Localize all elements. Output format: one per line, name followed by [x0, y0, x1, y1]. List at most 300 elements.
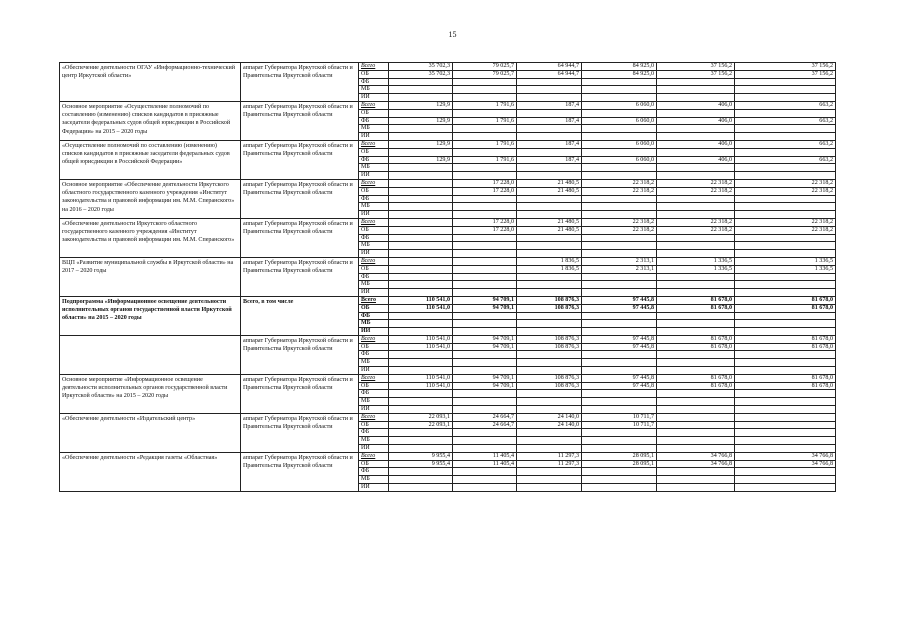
amount-cell: [517, 273, 582, 281]
amount-cell: 110 541,0: [389, 304, 453, 312]
amount-cell: 187,4: [517, 156, 582, 164]
amount-cell: [657, 484, 735, 492]
amount-cell: [453, 476, 517, 484]
amount-cell: [657, 398, 735, 406]
amount-cell: 22 093,1: [389, 421, 453, 429]
amount-cell: [389, 273, 453, 281]
amount-cell: [657, 437, 735, 445]
executor-name: аппарат Губернатора Иркутской области и Правительства Иркутской области: [241, 257, 359, 296]
amount-cell: 406,0: [657, 140, 735, 148]
amount-cell: 84 925,0: [582, 70, 657, 78]
amount-cell: 129,9: [389, 140, 453, 148]
amount-cell: [517, 164, 582, 172]
amount-cell: [735, 78, 836, 86]
amount-cell: [517, 312, 582, 320]
amount-cell: 28 095,1: [582, 460, 657, 468]
amount-cell: [517, 172, 582, 180]
amount-cell: [735, 273, 836, 281]
funding-source: Всего: [359, 218, 389, 226]
amount-cell: [657, 328, 735, 336]
amount-cell: [582, 211, 657, 219]
amount-cell: 81 678,0: [657, 343, 735, 351]
amount-cell: [517, 195, 582, 203]
amount-cell: [735, 437, 836, 445]
amount-cell: [389, 406, 453, 414]
amount-cell: 663,2: [735, 140, 836, 148]
funding-source: Всего: [359, 452, 389, 460]
amount-cell: 1 791,6: [453, 140, 517, 148]
amount-cell: 21 480,5: [517, 187, 582, 195]
amount-cell: [582, 203, 657, 211]
funding-source: МБ: [359, 86, 389, 94]
amount-cell: 22 318,2: [735, 179, 836, 187]
amount-cell: [517, 406, 582, 414]
amount-cell: [582, 78, 657, 86]
amount-cell: [453, 390, 517, 398]
amount-cell: 84 925,0: [582, 63, 657, 71]
funding-source: ИИ: [359, 328, 389, 336]
amount-cell: 34 766,8: [657, 452, 735, 460]
executor-name: аппарат Губернатора Иркутской области и Правительства Иркутской области: [241, 179, 359, 218]
amount-cell: 81 678,0: [657, 335, 735, 343]
amount-cell: 22 093,1: [389, 413, 453, 421]
amount-cell: 94 709,1: [453, 296, 517, 304]
amount-cell: 10 711,7: [582, 413, 657, 421]
amount-cell: [453, 437, 517, 445]
amount-cell: 663,2: [735, 156, 836, 164]
amount-cell: [453, 133, 517, 141]
amount-cell: [453, 281, 517, 289]
funding-source: Всего: [359, 413, 389, 421]
amount-cell: 22 318,2: [735, 226, 836, 234]
amount-cell: 81 678,0: [735, 296, 836, 304]
amount-cell: 129,9: [389, 117, 453, 125]
amount-cell: [657, 429, 735, 437]
amount-cell: 1 336,5: [657, 265, 735, 273]
amount-cell: 1 836,5: [517, 257, 582, 265]
amount-cell: [453, 406, 517, 414]
amount-cell: [389, 429, 453, 437]
amount-cell: [517, 125, 582, 133]
funding-source: ОБ: [359, 421, 389, 429]
amount-cell: [735, 86, 836, 94]
amount-cell: 34 766,8: [735, 452, 836, 460]
funding-source: ИИ: [359, 211, 389, 219]
amount-cell: [657, 273, 735, 281]
amount-cell: [582, 359, 657, 367]
amount-cell: [453, 257, 517, 265]
amount-cell: [735, 203, 836, 211]
funding-source: ФБ: [359, 156, 389, 164]
amount-cell: [389, 242, 453, 250]
amount-cell: [735, 164, 836, 172]
funding-source: Всего: [359, 335, 389, 343]
amount-cell: 108 876,3: [517, 296, 582, 304]
table-row: [60, 257, 836, 265]
table-row: [60, 335, 836, 343]
amount-cell: [582, 273, 657, 281]
amount-cell: 37 156,2: [735, 63, 836, 71]
amount-cell: [453, 273, 517, 281]
executor-name: аппарат Губернатора Иркутской области и Правительства Иркутской области: [241, 413, 359, 452]
amount-cell: [453, 109, 517, 117]
amount-cell: [453, 172, 517, 180]
amount-cell: [453, 164, 517, 172]
table-row: [60, 413, 836, 421]
amount-cell: 37 156,2: [657, 63, 735, 71]
amount-cell: 11 297,3: [517, 460, 582, 468]
amount-cell: [453, 86, 517, 94]
amount-cell: 81 678,0: [657, 382, 735, 390]
amount-cell: 110 541,0: [389, 382, 453, 390]
amount-cell: [389, 398, 453, 406]
amount-cell: [389, 250, 453, 258]
funding-source: ОБ: [359, 148, 389, 156]
amount-cell: [582, 164, 657, 172]
amount-cell: [657, 94, 735, 102]
amount-cell: 22 318,2: [582, 187, 657, 195]
amount-cell: [582, 250, 657, 258]
amount-cell: [657, 164, 735, 172]
amount-cell: [453, 125, 517, 133]
amount-cell: [735, 390, 836, 398]
amount-cell: 129,9: [389, 101, 453, 109]
amount-cell: 79 025,7: [453, 63, 517, 71]
funding-source: МБ: [359, 203, 389, 211]
amount-cell: [735, 148, 836, 156]
amount-cell: [735, 234, 836, 242]
page-number: 15: [448, 30, 457, 39]
amount-cell: 17 228,0: [453, 187, 517, 195]
amount-cell: [657, 312, 735, 320]
amount-cell: [582, 312, 657, 320]
amount-cell: [453, 203, 517, 211]
program-name: «Обеспечение деятельности Иркутского областного государственного казенного учреждения «Институт законодательства и правовой информации им. М.М. Сперанского»: [60, 218, 241, 257]
funding-source: ОБ: [359, 343, 389, 351]
amount-cell: [582, 86, 657, 94]
amount-cell: [389, 195, 453, 203]
amount-cell: [657, 203, 735, 211]
amount-cell: [657, 390, 735, 398]
amount-cell: 187,4: [517, 101, 582, 109]
amount-cell: [389, 390, 453, 398]
amount-cell: 64 944,7: [517, 70, 582, 78]
funding-source: ФБ: [359, 273, 389, 281]
amount-cell: [582, 133, 657, 141]
amount-cell: [657, 289, 735, 297]
funding-source: Всего: [359, 140, 389, 148]
amount-cell: [735, 172, 836, 180]
amount-cell: 34 766,8: [735, 460, 836, 468]
table-row: [60, 101, 836, 109]
amount-cell: [389, 234, 453, 242]
amount-cell: [453, 429, 517, 437]
funding-source: ИИ: [359, 250, 389, 258]
executor-name: аппарат Губернатора Иркутской области и Правительства Иркутской области: [241, 63, 359, 102]
amount-cell: 24 664,7: [453, 413, 517, 421]
amount-cell: 2 313,1: [582, 257, 657, 265]
amount-cell: [453, 195, 517, 203]
amount-cell: 81 678,0: [657, 374, 735, 382]
amount-cell: 81 678,0: [735, 343, 836, 351]
amount-cell: 22 318,2: [735, 187, 836, 195]
amount-cell: [517, 359, 582, 367]
amount-cell: [735, 359, 836, 367]
amount-cell: 1 791,6: [453, 156, 517, 164]
funding-source: МБ: [359, 476, 389, 484]
amount-cell: [735, 312, 836, 320]
amount-cell: [389, 476, 453, 484]
amount-cell: [517, 250, 582, 258]
amount-cell: [389, 468, 453, 476]
amount-cell: [657, 172, 735, 180]
funding-source: Всего: [359, 101, 389, 109]
budget-table: [59, 62, 836, 492]
amount-cell: 64 944,7: [517, 63, 582, 71]
amount-cell: [389, 94, 453, 102]
amount-cell: 110 541,0: [389, 296, 453, 304]
funding-source: ФБ: [359, 390, 389, 398]
program-name: Основное мероприятие «Осуществление полномочий по составлению (изменению) списков кандидатов в присяжные заседатели федеральных судов общей юрисдикции в Российской Федерации» на 2015 – 2020 годы: [60, 101, 241, 140]
amount-cell: 1 791,6: [453, 101, 517, 109]
amount-cell: 11 297,3: [517, 452, 582, 460]
amount-cell: [582, 109, 657, 117]
amount-cell: [389, 328, 453, 336]
program-name: Основное мероприятие «Информационное освещение деятельности исполнительных органов государственной власти Иркутской области» на 2015 – 2020 годы: [60, 374, 241, 413]
amount-cell: [389, 312, 453, 320]
amount-cell: 2 313,1: [582, 265, 657, 273]
amount-cell: [582, 94, 657, 102]
amount-cell: [389, 289, 453, 297]
amount-cell: [582, 320, 657, 328]
amount-cell: [735, 328, 836, 336]
funding-source: ОБ: [359, 109, 389, 117]
executor-name: Всего, в том числе: [241, 296, 359, 335]
amount-cell: 406,0: [657, 117, 735, 125]
amount-cell: [389, 257, 453, 265]
amount-cell: [735, 133, 836, 141]
amount-cell: 22 318,2: [657, 226, 735, 234]
amount-cell: [657, 242, 735, 250]
funding-source: ИИ: [359, 406, 389, 414]
amount-cell: [735, 195, 836, 203]
amount-cell: [735, 281, 836, 289]
amount-cell: [389, 218, 453, 226]
amount-cell: [517, 289, 582, 297]
funding-source: МБ: [359, 281, 389, 289]
amount-cell: [389, 351, 453, 359]
amount-cell: 81 678,0: [735, 374, 836, 382]
executor-name: аппарат Губернатора Иркутской области и Правительства Иркутской области: [241, 218, 359, 257]
amount-cell: [657, 78, 735, 86]
amount-cell: 406,0: [657, 101, 735, 109]
amount-cell: [517, 234, 582, 242]
amount-cell: [735, 413, 836, 421]
amount-cell: [735, 351, 836, 359]
amount-cell: [657, 476, 735, 484]
amount-cell: 187,4: [517, 140, 582, 148]
amount-cell: [389, 226, 453, 234]
amount-cell: 94 709,1: [453, 374, 517, 382]
amount-cell: 22 318,2: [582, 226, 657, 234]
funding-source: Всего: [359, 296, 389, 304]
amount-cell: 28 095,1: [582, 452, 657, 460]
amount-cell: 24 664,7: [453, 421, 517, 429]
amount-cell: [517, 211, 582, 219]
funding-source: ОБ: [359, 304, 389, 312]
amount-cell: [389, 367, 453, 375]
table-row: [60, 374, 836, 382]
amount-cell: [453, 289, 517, 297]
amount-cell: [735, 94, 836, 102]
amount-cell: [657, 445, 735, 453]
amount-cell: [453, 312, 517, 320]
amount-cell: 17 228,0: [453, 226, 517, 234]
amount-cell: 22 318,2: [735, 218, 836, 226]
amount-cell: [517, 437, 582, 445]
funding-source: Всего: [359, 374, 389, 382]
program-name: «Осуществление полномочий по составлению (изменению) списков кандидатов в присяжные заседатели федеральных судов общей юрисдикции в Российской Федерации»: [60, 140, 241, 179]
amount-cell: [453, 484, 517, 492]
amount-cell: [582, 289, 657, 297]
amount-cell: 97 445,8: [582, 343, 657, 351]
amount-cell: 24 140,0: [517, 421, 582, 429]
amount-cell: 108 876,3: [517, 343, 582, 351]
amount-cell: 81 678,0: [735, 382, 836, 390]
amount-cell: 108 876,3: [517, 335, 582, 343]
amount-cell: [657, 281, 735, 289]
executor-name: аппарат Губернатора Иркутской области и Правительства Иркутской области: [241, 140, 359, 179]
amount-cell: 94 709,1: [453, 304, 517, 312]
funding-source: ИИ: [359, 484, 389, 492]
amount-cell: 6 060,0: [582, 101, 657, 109]
funding-source: ФБ: [359, 234, 389, 242]
amount-cell: [389, 125, 453, 133]
funding-source: МБ: [359, 125, 389, 133]
amount-cell: [735, 476, 836, 484]
amount-cell: 22 318,2: [582, 179, 657, 187]
amount-cell: [582, 125, 657, 133]
amount-cell: [582, 484, 657, 492]
amount-cell: [582, 367, 657, 375]
amount-cell: [735, 242, 836, 250]
amount-cell: [657, 133, 735, 141]
funding-source: ИИ: [359, 367, 389, 375]
amount-cell: [453, 265, 517, 273]
amount-cell: 35 702,3: [389, 63, 453, 71]
amount-cell: [453, 211, 517, 219]
amount-cell: [517, 367, 582, 375]
amount-cell: 81 678,0: [657, 304, 735, 312]
amount-cell: [389, 148, 453, 156]
amount-cell: 108 876,3: [517, 382, 582, 390]
amount-cell: [735, 429, 836, 437]
amount-cell: [657, 351, 735, 359]
amount-cell: 17 228,0: [453, 218, 517, 226]
amount-cell: 21 480,5: [517, 226, 582, 234]
table-row: [60, 296, 836, 304]
amount-cell: [517, 429, 582, 437]
amount-cell: [582, 390, 657, 398]
executor-name: аппарат Губернатора Иркутской области и Правительства Иркутской области: [241, 101, 359, 140]
table-body: [60, 63, 836, 492]
amount-cell: [657, 413, 735, 421]
funding-source: ИИ: [359, 172, 389, 180]
amount-cell: [657, 195, 735, 203]
amount-cell: 9 955,4: [389, 452, 453, 460]
executor-name: аппарат Губернатора Иркутской области и Правительства Иркутской области: [241, 335, 359, 374]
amount-cell: 110 541,0: [389, 343, 453, 351]
amount-cell: [735, 398, 836, 406]
funding-source: МБ: [359, 242, 389, 250]
amount-cell: [582, 437, 657, 445]
amount-cell: 108 876,3: [517, 374, 582, 382]
funding-source: ИИ: [359, 289, 389, 297]
amount-cell: [582, 429, 657, 437]
funding-source: ИИ: [359, 445, 389, 453]
amount-cell: [735, 289, 836, 297]
amount-cell: [453, 328, 517, 336]
amount-cell: 11 405,4: [453, 460, 517, 468]
program-name: «Обеспечение деятельности «Издательский центр»: [60, 413, 241, 452]
amount-cell: 34 766,8: [657, 460, 735, 468]
amount-cell: [582, 234, 657, 242]
amount-cell: 6 060,0: [582, 117, 657, 125]
amount-cell: [389, 164, 453, 172]
amount-cell: [453, 398, 517, 406]
amount-cell: 37 156,2: [657, 70, 735, 78]
amount-cell: 94 709,1: [453, 335, 517, 343]
amount-cell: 663,2: [735, 117, 836, 125]
amount-cell: [517, 109, 582, 117]
amount-cell: [453, 367, 517, 375]
amount-cell: [735, 125, 836, 133]
funding-source: ОБ: [359, 460, 389, 468]
executor-name: аппарат Губернатора Иркутской области и Правительства Иркутской области: [241, 452, 359, 491]
amount-cell: 22 318,2: [582, 218, 657, 226]
amount-cell: [517, 203, 582, 211]
amount-cell: 37 156,2: [735, 70, 836, 78]
amount-cell: [389, 281, 453, 289]
amount-cell: [657, 125, 735, 133]
amount-cell: [517, 281, 582, 289]
amount-cell: 406,0: [657, 156, 735, 164]
amount-cell: [389, 78, 453, 86]
amount-cell: [453, 351, 517, 359]
amount-cell: 663,2: [735, 101, 836, 109]
amount-cell: [517, 351, 582, 359]
program-name: «Обеспечение деятельности «Редакция газеты «Областная»: [60, 452, 241, 491]
amount-cell: 35 702,3: [389, 70, 453, 78]
amount-cell: 97 445,8: [582, 382, 657, 390]
amount-cell: 21 480,5: [517, 179, 582, 187]
amount-cell: [517, 78, 582, 86]
amount-cell: [453, 94, 517, 102]
amount-cell: [657, 406, 735, 414]
amount-cell: [453, 242, 517, 250]
amount-cell: [735, 445, 836, 453]
amount-cell: [582, 476, 657, 484]
amount-cell: [735, 367, 836, 375]
amount-cell: [453, 78, 517, 86]
amount-cell: 94 709,1: [453, 382, 517, 390]
amount-cell: 11 405,4: [453, 452, 517, 460]
amount-cell: 1 336,5: [735, 257, 836, 265]
program-name: Подпрограмма «Информационное освещение деятельности исполнительных органов государственной власти Иркутской области» на 2015 – 2020 годы: [60, 296, 241, 335]
amount-cell: [657, 421, 735, 429]
funding-source: ОБ: [359, 382, 389, 390]
amount-cell: [657, 234, 735, 242]
